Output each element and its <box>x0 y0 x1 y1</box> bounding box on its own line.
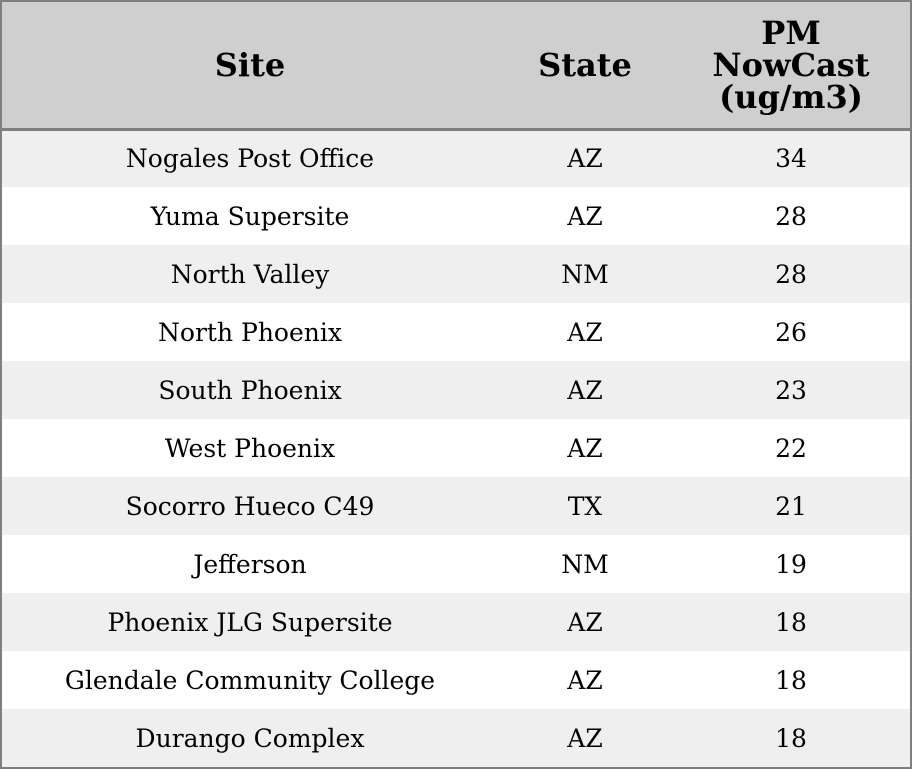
cell-state: AZ <box>567 144 603 174</box>
cell-pm-value: 21 <box>775 491 807 521</box>
cell-site: Yuma Supersite <box>150 201 350 231</box>
cell-site: Socorro Hueco C49 <box>125 491 375 521</box>
table-row <box>2 477 910 535</box>
table-row <box>2 709 910 767</box>
column-header-site-line: Site <box>214 45 286 84</box>
table-row <box>2 593 910 651</box>
cell-site: Jefferson <box>193 549 307 579</box>
column-header-site <box>2 2 498 129</box>
cell-site: Glendale Community College <box>64 665 436 695</box>
column-header-state-line: State <box>538 45 632 84</box>
cell-site: Durango Complex <box>135 723 365 753</box>
cell-state: AZ <box>567 375 603 405</box>
column-header-pm-line: NowCast <box>712 45 870 84</box>
cell-pm-value: 18 <box>775 723 807 753</box>
cell-site: North Phoenix <box>158 317 342 347</box>
table-body <box>2 129 910 767</box>
cell-pm-value: 23 <box>775 375 807 405</box>
cell-state: AZ <box>567 607 603 637</box>
cell-pm-value: 18 <box>775 607 807 637</box>
cell-pm-value: 34 <box>775 144 807 174</box>
cell-state: NM <box>561 259 609 289</box>
cell-state: NM <box>561 549 609 579</box>
cell-state: AZ <box>567 665 603 695</box>
column-header-pm-line: PM <box>761 13 821 52</box>
table-row <box>2 245 910 303</box>
table-row <box>2 361 910 419</box>
cell-state: AZ <box>567 201 603 231</box>
cell-pm-value: 26 <box>775 317 807 347</box>
table-row <box>2 187 910 245</box>
table-row <box>2 129 910 187</box>
cell-site: West Phoenix <box>164 433 336 463</box>
column-header-state <box>498 2 672 129</box>
cell-site: Nogales Post Office <box>125 144 375 174</box>
cell-state: AZ <box>567 723 603 753</box>
pm-nowcast-table <box>2 2 910 767</box>
cell-state: AZ <box>567 317 603 347</box>
cell-pm-value: 28 <box>775 201 807 231</box>
table-row <box>2 419 910 477</box>
cell-site: North Valley <box>170 259 330 289</box>
cell-site: Phoenix JLG Supersite <box>107 607 393 637</box>
table-row <box>2 303 910 361</box>
table-row <box>2 535 910 593</box>
column-header-pm-line: (ug/m3) <box>719 77 863 116</box>
cell-site: South Phoenix <box>158 375 342 405</box>
table-header-row <box>2 2 910 129</box>
cell-pm-value: 28 <box>775 259 807 289</box>
column-header-pm <box>672 2 910 129</box>
cell-state: TX <box>567 491 603 521</box>
cell-pm-value: 18 <box>775 665 807 695</box>
cell-state: AZ <box>567 433 603 463</box>
cell-pm-value: 22 <box>775 433 807 463</box>
cell-pm-value: 19 <box>775 549 807 579</box>
table-row <box>2 651 910 709</box>
